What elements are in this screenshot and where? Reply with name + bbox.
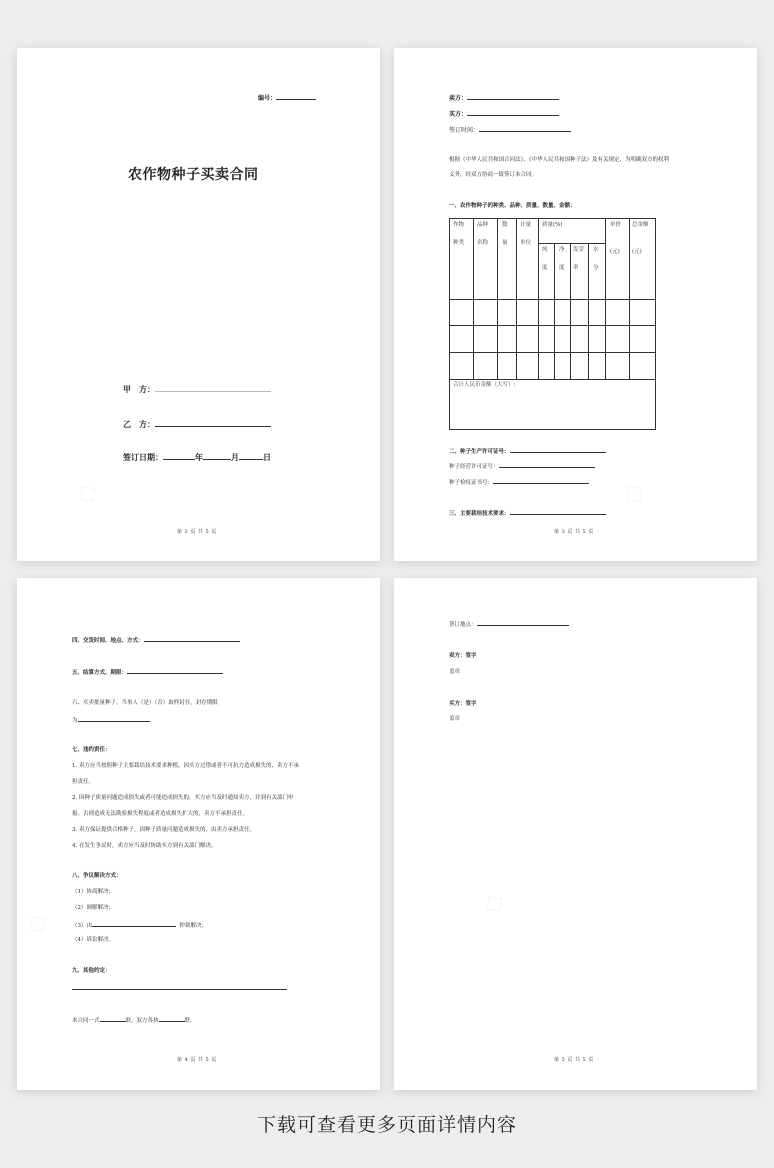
contract-title: 农作物种子买卖合同 — [128, 167, 259, 183]
party-a-field: 甲 方： — [123, 384, 271, 395]
page-number: 第 2 页 共 5 页 — [177, 529, 217, 535]
watermark — [477, 885, 511, 921]
download-more-caption[interactable]: 下载可查看更多页面详情内容 — [256, 1114, 517, 1136]
section-3-heading: 三、主要栽培技术要求： — [449, 508, 606, 518]
sign-date-field: 签订日期： 年 月 日 — [123, 453, 271, 462]
sign-time-field: 签订时间： — [449, 125, 571, 135]
other-terms-line — [72, 989, 287, 990]
contract-page-3 — [17, 578, 380, 1090]
col-crop: 作物 种类 — [453, 222, 465, 246]
col-purity: 纯 度 — [542, 247, 548, 271]
col-variety: 品种 名称 — [477, 222, 489, 246]
col-quantity: 数 量 — [502, 222, 508, 246]
contract-page-2 — [394, 48, 757, 561]
intro-line-2: 义务，经双方协商一致签订本合同。 — [449, 172, 538, 178]
dispute-option-2: （2）调解解决； — [72, 905, 114, 911]
section-6-line-1: 六、买卖批量种子，当事人（是）（否）取样封存，封存期限 — [72, 700, 218, 706]
watermark — [617, 475, 651, 511]
section-9-heading: 九、其他约定： — [72, 968, 111, 974]
section-2-heading: 二、种子生产许可证号： — [449, 446, 606, 456]
intro-line-1: 根据《中华人民共和国合同法》、《中华人民共和国种子法》及有关规定，为明确双方的权利 — [449, 157, 670, 163]
page-number: 第 3 页 共 5 页 — [554, 529, 594, 535]
watermark — [20, 905, 54, 941]
section-7-heading: 七、违约责任： — [72, 747, 111, 753]
col-unit-price: 单价 (元) — [610, 222, 622, 255]
col-moisture: 水 分 — [593, 247, 599, 271]
seller-signature: 卖方：签字 — [449, 653, 477, 659]
page-number: 第 4 页 共 5 页 — [177, 1057, 217, 1063]
business-license-field: 种子经营许可证号： — [449, 461, 595, 471]
section-4-heading: 四、交货时间、地点、方式： — [72, 635, 240, 645]
breach-item-2b: 报。否则造成无法勘验损失程度或者造成损失扩大的，卖方不承担责任。 — [72, 811, 249, 817]
breach-item-2a: 2. 因种子质量问题造成损失或者可能造成损失的，买方应当及时通知卖方，并到有关部门申 — [72, 795, 294, 801]
buyer-signature: 买方：签字 — [449, 701, 477, 707]
breach-item-1b: 担责任。 — [72, 779, 95, 785]
total-rmb-label: 合计人民币金额（大写）: — [453, 382, 516, 388]
breach-item-4: 4. 在发生争议时，卖方应当及时协助买方到有关部门解决。 — [72, 843, 217, 849]
breach-item-3: 3. 卖方保证提供合格种子，因种子质量问题造成损失的，由卖方承担责任。 — [72, 827, 255, 833]
party-b-field: 乙 方： — [123, 419, 271, 430]
section-1-heading: 一、农作物种子的种类、品种、质量、数量、金额： — [449, 203, 576, 209]
seed-table — [449, 218, 656, 430]
seller-field: 卖方： — [449, 93, 559, 103]
contract-number-label: 编号： — [258, 93, 316, 103]
buyer-field: 买方： — [449, 109, 559, 119]
section-5-heading: 五、结算方式、期限： — [72, 667, 223, 677]
section-8-heading: 八、争议解决方式： — [72, 873, 122, 879]
buyer-seal: 盖章 — [449, 716, 461, 722]
contract-page-4 — [394, 578, 757, 1090]
sign-place-field: 签订地点： — [449, 619, 569, 629]
col-quality: 质量(%) — [542, 222, 563, 228]
page-number: 第 5 页 共 5 页 — [554, 1057, 594, 1063]
dispute-option-3: （3）由 仲裁解决； — [72, 920, 207, 930]
col-unit: 计量 单位 — [520, 222, 532, 246]
col-cleanliness: 净 度 — [559, 247, 565, 271]
col-total: 总金额 (元) — [632, 222, 649, 255]
col-germination: 发芽 率 — [573, 247, 585, 271]
section-6-line-2: 为 — [72, 715, 150, 725]
breach-item-1a: 1. 卖方应当按照种子主要栽培技术要求种植，因买方过错或者不可抗力造成损失的，卖方不承 — [72, 763, 299, 769]
contract-page-cover — [17, 48, 380, 561]
watermark — [70, 475, 104, 511]
quarantine-cert-field: 种子检疫证书号： — [449, 477, 589, 487]
dispute-option-1: （1）协商解决； — [72, 889, 114, 895]
dispute-option-4: （4）诉讼解决。 — [72, 937, 114, 943]
copies-line: 本合同一式 联，双方各执 联。 — [72, 1015, 196, 1025]
seller-seal: 盖章 — [449, 669, 461, 675]
